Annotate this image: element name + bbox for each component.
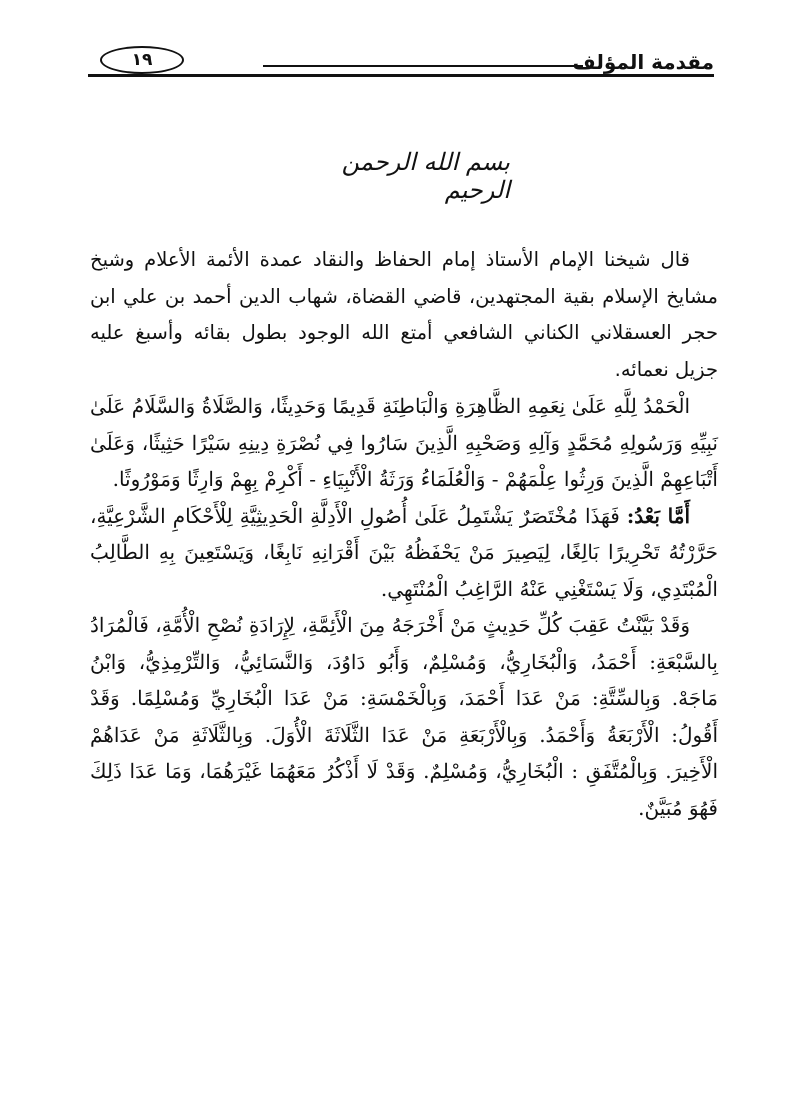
sources-paragraph: وَقَدْ بَيَّنْتُ عَقِبَ كُلِّ حَدِيثٍ مَنْ أَخْرَجَهُ مِنَ الْأَئِمَّةِ، لِإِرَادَةِ نُصْحِ الْأُمَّةِ، فَالْمُرَادُ بِالسَّبْعَةِ: أَحْمَدُ، وَالْبُخَارِيُّ، وَمُسْلِمٌ، وَأَبُو دَاوُدَ، وَالنَّسَائِيُّ، وَالتِّرْمِذِيُّ، وَابْنُ مَاجَهْ. وَبِالسِّتَّةِ: مَنْ عَدَا أَحْمَدَ، وَبِالْخَمْسَةِ: مَنْ عَدَا الْبُخَارِيِّ وَمُسْلِمًا. وَقَدْ أَقُولُ: الْأَرْبَعَةُ وَأَحْمَدُ. وَبِالْأَرْبَعَةِ مَنْ عَدَا الثَّلَاثَةَ الْأُوَلَ. وَبِالثَّلَاثَةِ مَنْ عَدَاهُمْ الْأَخِيرَ. وَبِالْمُتَّفَقِ : الْبُخَارِيُّ، وَمُسْلِمٌ. وَقَدْ لَا أَذْكُرُ مَعَهُمَا غَيْرَهُمَا، وَمَا عَدَا ذَلِكَ فَهُوَ مُبَيَّنٌ. [90, 613, 718, 820]
page-header [88, 28, 714, 90]
amma-baad-paragraph [90, 498, 718, 608]
basmala-calligraphy: بسم الله الرحمن الرحيم [341, 148, 510, 204]
intro-paragraph: قال شيخنا الإمام الأستاذ إمام الحفاظ والنقاد عمدة الأئمة الأعلام وشيخ مشايخ الإسلام بقية المجتهدين، قاضي القضاة، شهاب الدين أحمد بن علي ابن حجر العسقلاني الكناني الشافعي أمتع الله الوجود بطول بقائه وأسبغ عليه جزيل نعمائه. [90, 248, 718, 381]
page-body [90, 242, 718, 826]
chapter-title: مقدمة المؤلف [572, 50, 714, 74]
amma-baad-lead: أَمَّا بَعْدُ: [626, 503, 690, 528]
page-number: ١٩ [131, 50, 153, 70]
page-number-badge [100, 46, 184, 74]
header-mid-rule [263, 65, 583, 67]
header-rule [88, 74, 714, 77]
amma-baad-text: فَهَذَا مُخْتَصَرٌ يَشْتَمِلُ عَلَىٰ أُصُولِ الْأَدِلَّةِ الْحَدِيثِيَّةِ لِلْأَحْكَامِ الشَّرْعِيَّةِ، حَرَّرْتُهُ تَحْرِيرًا بَالِغًا، لِيَصِيرَ مَنْ يَحْفَظُهُ بَيْنَ أَقْرَانِهِ نَابِغًا، وَيَسْتَعِينَ بِهِ الطَّالِبُ الْمُبْتَدِي، وَلَا يَسْتَغْنِي عَنْهُ الرَّاغِبُ الْمُنْتَهِي. [90, 503, 719, 601]
hamd-paragraph: الْحَمْدُ لِلَّهِ عَلَىٰ نِعَمِهِ الظَّاهِرَةِ وَالْبَاطِنَةِ قَدِيمًا وَحَدِيثًا، وَالصَّلَاةُ وَالسَّلَامُ عَلَىٰ نَبِيِّهِ وَرَسُولِهِ مُحَمَّدٍ وَآلِهِ وَصَحْبِهِ الَّذِينَ سَارُوا فِي نُصْرَةِ دِينِهِ سَيْرًا حَثِيثًا، وَعَلَىٰ أَتْبَاعِهِمْ الَّذِينَ وَرِثُوا عِلْمَهُمْ - وَالْعُلَمَاءُ وَرَثَةُ الْأَنْبِيَاءِ - أَكْرِمْ بِهِمْ وَارِثًا وَمَوْرُوثًا. [90, 394, 718, 491]
